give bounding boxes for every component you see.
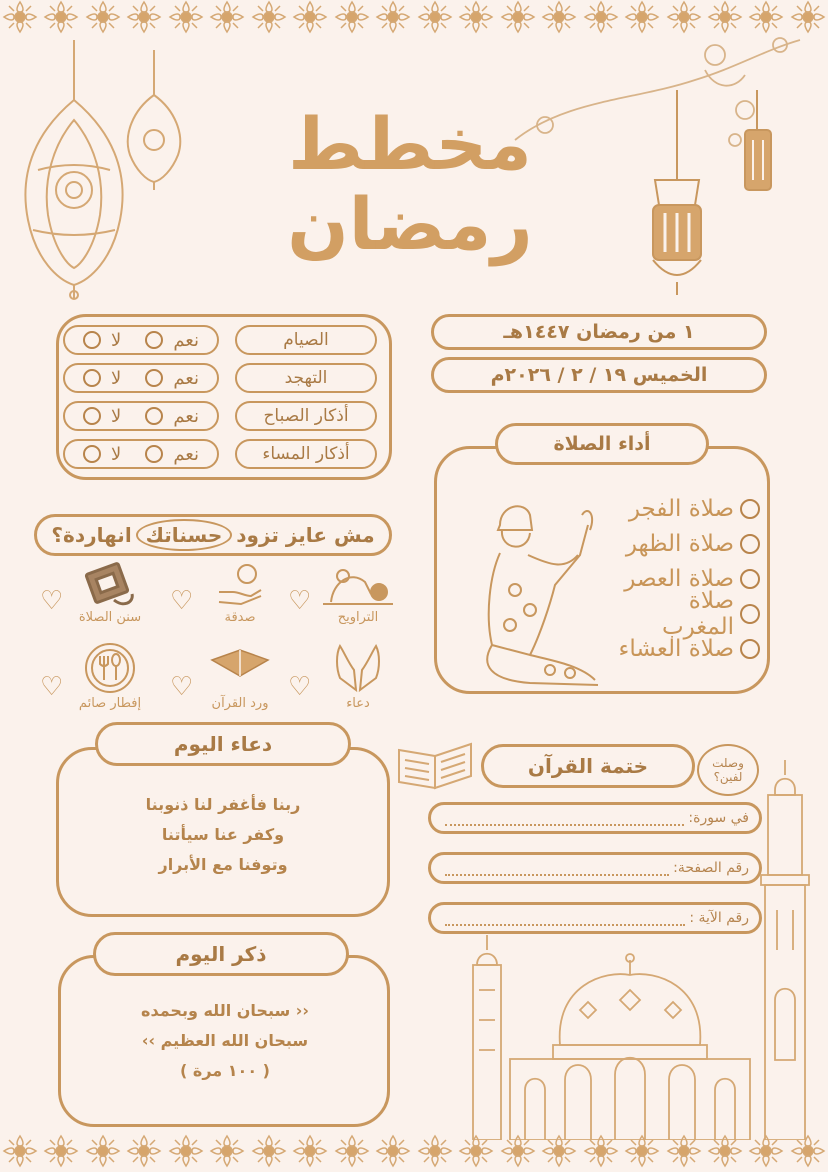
habit-label: الصيام	[235, 325, 377, 355]
habit-label: أذكار المساء	[235, 439, 377, 469]
floral-ornament-icon	[124, 0, 164, 38]
prayer-label: صلاة المغرب	[661, 587, 735, 640]
floral-ornament-icon	[290, 1134, 330, 1172]
floral-ornament-icon	[249, 0, 289, 38]
progress-bubble: وصلت لفين؟	[697, 744, 759, 796]
good-deeds-question	[34, 514, 392, 556]
good-deed-item	[170, 640, 280, 712]
prayer-label: صلاة الفجر	[628, 495, 734, 522]
no-radio[interactable]	[83, 445, 101, 463]
yes-radio[interactable]	[145, 369, 163, 387]
no-label: لا	[111, 405, 122, 427]
dua-heading: دعاء اليوم	[95, 722, 351, 766]
floral-ornament-icon	[0, 1134, 40, 1172]
floral-ornament-icon	[207, 0, 247, 38]
dhikr-line: ‹‹ سبحان الله وبحمده	[141, 1001, 309, 1020]
floral-ornament-icon	[41, 1134, 81, 1172]
habit-no-option[interactable]	[83, 330, 121, 351]
good-deed-item	[40, 640, 150, 712]
habit-label: أذكار الصباح	[235, 401, 377, 431]
prayer-item[interactable]	[610, 491, 760, 526]
prayer-item[interactable]	[610, 587, 760, 640]
good-deed-item	[288, 562, 398, 634]
habit-yes-option[interactable]	[145, 368, 199, 389]
good-deed-label: إفطار صائم	[78, 696, 142, 711]
heart-checkbox-icon[interactable]: ♡	[170, 672, 194, 702]
habit-options	[63, 363, 219, 393]
mosque-illustration-icon	[465, 760, 820, 1140]
heart-checkbox-icon[interactable]: ♡	[288, 672, 312, 702]
prayer-checkbox[interactable]	[740, 639, 760, 659]
habit-row	[59, 363, 385, 393]
habit-yes-option[interactable]	[145, 330, 199, 351]
good-deed-label: سنن الصلاة	[78, 610, 142, 625]
floral-ornament-icon	[290, 0, 330, 38]
floral-ornament-icon	[456, 0, 496, 38]
dua-text	[60, 790, 386, 880]
dua-line: وتوفنا مع الأبرار	[158, 855, 288, 874]
floral-ornament-icon	[0, 0, 40, 38]
habit-label: التهجد	[235, 363, 377, 393]
habit-row	[59, 439, 385, 469]
prayer-list	[610, 491, 760, 666]
floral-ornament-icon	[124, 1134, 164, 1172]
dua-line: وكفر عنا سيأتنا	[161, 825, 285, 844]
heart-checkbox-icon[interactable]: ♡	[288, 586, 312, 616]
floral-ornament-icon	[83, 0, 123, 38]
praying-hands-icon	[318, 640, 398, 696]
good-deed-label: صدقة	[224, 610, 256, 625]
floral-ornament-icon	[332, 0, 372, 38]
yes-label: نعم	[173, 443, 199, 465]
good-deed-item	[288, 640, 398, 712]
floral-ornament-icon	[415, 0, 455, 38]
quran-heading: ختمة القرآن	[481, 744, 695, 788]
floral-ornament-icon	[83, 1134, 123, 1172]
floral-ornament-icon	[166, 1134, 206, 1172]
dhikr-text	[62, 996, 388, 1086]
yes-label: نعم	[173, 405, 199, 427]
good-deed-label: التراويح	[337, 610, 379, 625]
yes-radio[interactable]	[145, 445, 163, 463]
prayer-checkbox[interactable]	[740, 604, 760, 624]
floral-ornament-icon	[41, 0, 81, 38]
habits-tracker	[56, 314, 392, 480]
praying-man-icon	[470, 495, 610, 690]
heart-checkbox-icon[interactable]: ♡	[40, 672, 64, 702]
prayer-label: صلاة الظهر	[625, 530, 734, 557]
question-part2: انهاردة؟	[51, 523, 132, 547]
no-label: لا	[111, 443, 122, 465]
no-label: لا	[111, 367, 122, 389]
prostrating-person-icon	[318, 562, 398, 608]
good-deed-label: دعاء	[346, 696, 370, 711]
field-label: في سورة:	[688, 810, 749, 826]
heart-checkbox-icon[interactable]: ♡	[40, 586, 64, 616]
question-part1: مش عايز تزود	[236, 523, 375, 547]
prayer-item[interactable]	[610, 631, 760, 666]
prayer-item[interactable]	[610, 526, 760, 561]
prayer-mat-icon	[70, 562, 150, 612]
floral-ornament-icon	[166, 0, 206, 38]
floral-ornament-icon	[207, 1134, 247, 1172]
habit-no-option[interactable]	[83, 444, 121, 465]
good-deed-label: ورد القرآن	[211, 696, 269, 711]
floral-ornament-icon	[373, 0, 413, 38]
good-deed-item	[40, 562, 150, 634]
good-deeds-grid	[30, 562, 400, 722]
no-label: لا	[111, 329, 122, 351]
habit-yes-option[interactable]	[145, 444, 199, 465]
open-quran-icon	[200, 640, 280, 680]
field-label: رقم الصفحة:	[673, 860, 749, 876]
heart-checkbox-icon[interactable]: ♡	[170, 586, 194, 616]
good-deed-item	[170, 562, 280, 634]
habit-yes-option[interactable]	[145, 406, 199, 427]
prayer-checkbox[interactable]	[740, 499, 760, 519]
habit-options	[63, 325, 219, 355]
plate-fork-spoon-icon	[70, 640, 150, 696]
planner-title-line1: مخطط	[288, 102, 532, 186]
yes-radio[interactable]	[145, 407, 163, 425]
prayer-checkbox[interactable]	[740, 534, 760, 554]
prayer-checkbox[interactable]	[740, 569, 760, 589]
prayers-heading: أداء الصلاة	[495, 423, 709, 465]
no-radio[interactable]	[83, 369, 101, 387]
dua-line: ربنا فأغفر لنا ذنوبنا	[145, 795, 301, 814]
habit-row	[59, 401, 385, 431]
floral-ornament-icon	[415, 1134, 455, 1172]
floral-ornament-icon	[249, 1134, 289, 1172]
habit-no-option[interactable]	[83, 406, 121, 427]
dhikr-line: سبحان الله العظيم ››	[141, 1031, 309, 1050]
yes-label: نعم	[173, 329, 199, 351]
hijri-date: ١ من رمضان ١٤٤٧هـ	[431, 314, 767, 350]
no-radio[interactable]	[83, 407, 101, 425]
gregorian-date: الخميس ١٩ / ٢ / ٢٠٢٦م	[431, 357, 767, 393]
field-label: رقم الآية :	[689, 910, 749, 926]
planner-title-line2: رمضان	[287, 182, 533, 266]
habit-no-option[interactable]	[83, 368, 121, 389]
habit-row	[59, 325, 385, 355]
prayer-label: صلاة العصر	[624, 565, 734, 592]
floral-ornament-icon	[373, 1134, 413, 1172]
hanging-lanterns-left-icon	[18, 40, 188, 305]
no-radio[interactable]	[83, 331, 101, 349]
yes-radio[interactable]	[145, 331, 163, 349]
charity-hand-icon	[200, 562, 280, 608]
dhikr-line: ( ١٠٠ مرة )	[180, 1061, 270, 1080]
prayer-label: صلاة العشاء	[618, 635, 734, 662]
floral-ornament-icon	[332, 1134, 372, 1172]
question-highlight: حسناتك	[136, 519, 233, 551]
habit-options	[63, 439, 219, 469]
yes-label: نعم	[173, 367, 199, 389]
dhikr-heading: ذكر اليوم	[93, 932, 349, 976]
habit-options	[63, 401, 219, 431]
